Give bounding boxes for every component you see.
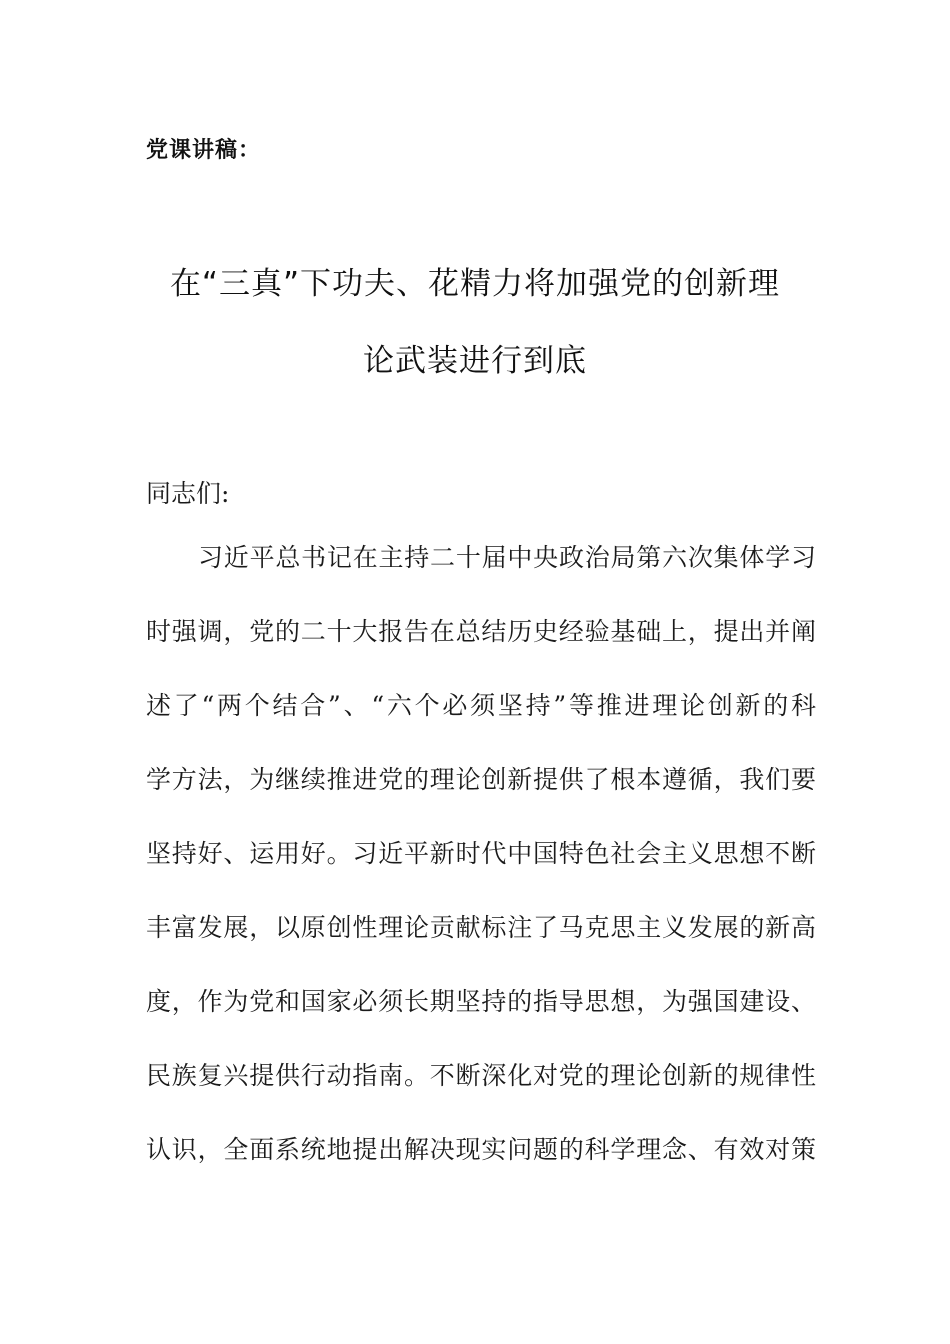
- salutation: 同志们:: [146, 479, 230, 508]
- document-title-line-1: 在“三真”下功夫、花精力将加强党的创新理: [169, 266, 781, 302]
- document-label: 党课讲稿：: [146, 138, 262, 163]
- body-line: 认识，全面系统地提出解决现实问题的科学理念、有效对策: [146, 1135, 816, 1164]
- body-line: 习近平总书记在主持二十届中央政治局第六次集体学习: [198, 543, 816, 572]
- body-line: 学方法，为继续推进党的理论创新提供了根本遵循，我们要: [146, 765, 816, 794]
- body-line: 坚持好、运用好。习近平新时代中国特色社会主义思想不断: [146, 839, 816, 868]
- body-line: 丰富发展，以原创性理论贡献标注了马克思主义发展的新高: [146, 913, 816, 942]
- body-line: 度，作为党和国家必须长期坚持的指导思想，为强国建设、: [146, 987, 816, 1016]
- body-line: 述了“两个结合”、“六个必须坚持”等推进理论创新的科: [146, 691, 816, 720]
- body-line: 民族复兴提供行动指南。不断深化对党的理论创新的规律性: [146, 1061, 816, 1090]
- body-line: 时强调，党的二十大报告在总结历史经验基础上，提出并阐: [146, 617, 816, 646]
- document-title-line-2: 论武装进行到底: [363, 343, 587, 379]
